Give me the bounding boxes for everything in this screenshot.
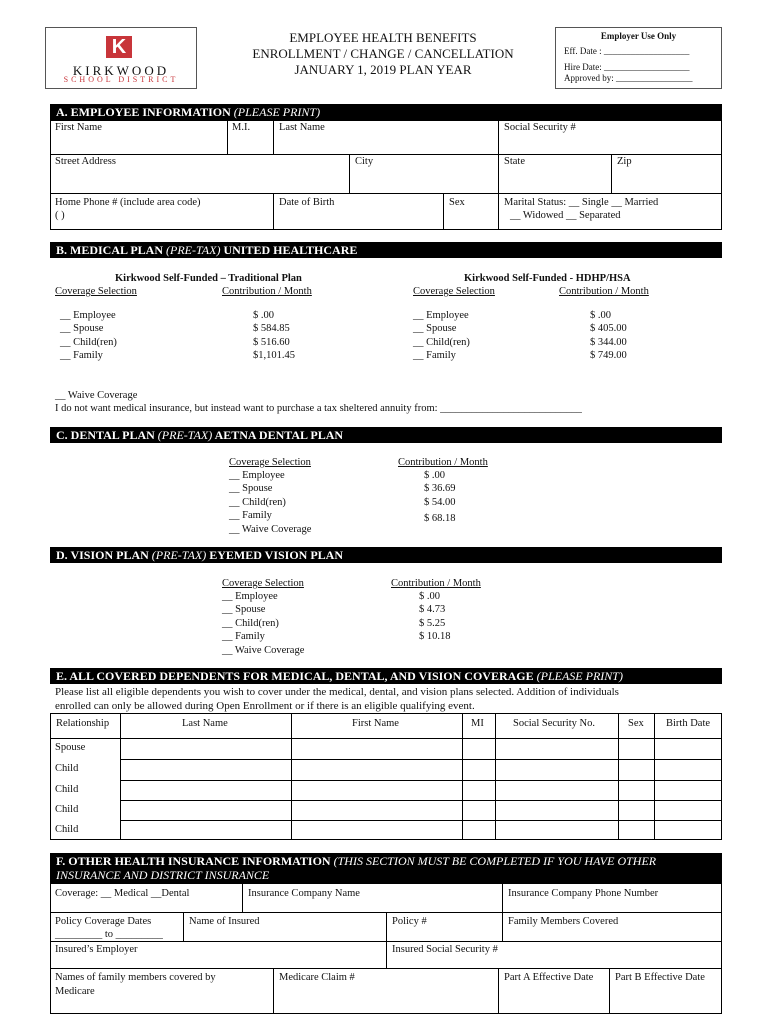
section-c-header xyxy=(50,427,722,443)
zip-field[interactable]: Zip xyxy=(617,156,632,167)
employee-info-grid xyxy=(50,120,722,230)
insurance-phone-field[interactable]: Insurance Company Phone Number xyxy=(508,888,659,899)
dental-amount-employee: $ .00 xyxy=(424,470,445,481)
plan1-option-employee[interactable]: __ Employee xyxy=(60,310,116,321)
section-f-note2: INSURANCE AND DISTRICT INSURANCE xyxy=(56,868,270,882)
section-a-header xyxy=(50,104,722,120)
policy-number-field[interactable]: Policy # xyxy=(392,916,427,927)
title-line-3: JANUARY 1, 2019 PLAN YEAR xyxy=(294,62,472,77)
sex-field[interactable]: Sex xyxy=(449,197,465,208)
street-field[interactable]: Street Address xyxy=(55,156,116,167)
coverage-type-field[interactable]: Coverage: __ Medical __Dental xyxy=(55,888,190,899)
plan1-coverage-list xyxy=(60,309,117,363)
section-d-header xyxy=(50,547,722,563)
marital-status-line2[interactable]: __ Widowed __ Separated xyxy=(510,210,621,221)
dental-option-employee[interactable]: __ Employee xyxy=(229,470,285,481)
approved-by-field[interactable]: Approved by: _________________ xyxy=(564,73,693,83)
vision-amount-family: $ 10.18 xyxy=(419,631,451,643)
section-b-header xyxy=(50,242,722,258)
title-line-1: EMPLOYEE HEALTH BENEFITS xyxy=(289,30,477,45)
section-b-title: B. MEDICAL PLAN xyxy=(56,243,164,257)
vision-option-waive[interactable]: __ Waive Coverage xyxy=(222,644,305,656)
section-a-title: A. EMPLOYEE INFORMATION xyxy=(56,105,231,119)
vision-coverage-header: Coverage Selection xyxy=(222,578,304,589)
ssn-field[interactable]: Social Security # xyxy=(504,122,576,133)
dob-field[interactable]: Date of Birth xyxy=(279,197,335,208)
family-covered-field[interactable]: Family Members Covered xyxy=(508,916,619,927)
section-f-note1: (THIS SECTION MUST BE COMPLETED IF YOU HAVE OTHER xyxy=(333,854,657,868)
plan1-coverage-header: Coverage Selection xyxy=(55,286,137,297)
plan1-amount-employee: $ .00 xyxy=(253,310,274,321)
plan2-coverage-list xyxy=(413,309,470,363)
section-d-note: (PRE-TAX) xyxy=(151,548,207,562)
hire-date-field[interactable]: Hire Date: ___________________ xyxy=(564,62,690,72)
dependent-row-child: Child xyxy=(55,824,79,835)
mi-field[interactable]: M.I. xyxy=(232,122,251,133)
medicare-claim-field[interactable]: Medicare Claim # xyxy=(279,972,355,983)
plan1-amount-family: $1,101.45 xyxy=(253,350,295,362)
section-b-title2: UNITED HEALTHCARE xyxy=(223,243,358,257)
plan2-amount-spouse: $ 405.00 xyxy=(590,323,627,335)
section-f-header xyxy=(50,853,722,883)
annuity-statement[interactable]: I do not want medical insurance, but instead want to purchase a tax sheltered annuity from: ___________________________ xyxy=(55,403,582,414)
dental-amount-spouse: $ 36.69 xyxy=(424,483,456,495)
section-e-note: (PLEASE PRINT) xyxy=(536,669,623,683)
insured-employer-field[interactable]: Insured’s Employer xyxy=(55,944,138,955)
plan2-option-children[interactable]: __ Child(ren) xyxy=(413,336,470,348)
marital-status-line1[interactable]: Marital Status: __ Single __ Married xyxy=(504,197,659,208)
section-e-title: E. ALL COVERED DEPENDENTS FOR MEDICAL, DENTAL, AND VISION COVERAGE xyxy=(56,669,534,683)
col-last-name: Last Name xyxy=(182,718,228,729)
home-phone-field[interactable]: Home Phone # (include area code) xyxy=(55,197,201,208)
dental-option-children[interactable]: __ Child(ren) xyxy=(229,496,286,508)
part-b-date-field[interactable]: Part B Effective Date xyxy=(615,972,705,983)
medicare-names-line1[interactable]: Names of family members covered by xyxy=(55,972,216,983)
phone-area-code: ( ) xyxy=(55,210,65,221)
vision-option-spouse[interactable]: __ Spouse xyxy=(222,604,266,616)
plan2-contribution-header: Contribution / Month xyxy=(559,286,649,297)
insured-ssn-field[interactable]: Insured Social Security # xyxy=(392,944,498,955)
plan2-amount-employee: $ .00 xyxy=(590,310,611,321)
dependent-row-child: Child xyxy=(55,784,79,795)
section-c-title2: AETNA DENTAL PLAN xyxy=(214,428,344,442)
plan2-name: Kirkwood Self-Funded - HDHP/HSA xyxy=(464,273,631,284)
logo-mark: K xyxy=(106,36,132,58)
dependents-intro-line1: Please list all eligible dependents you wish to cover under the medical, dental, and vision plans selected. Addition of individuals xyxy=(55,686,619,698)
state-field[interactable]: State xyxy=(504,156,525,167)
vision-amount-employee: $ .00 xyxy=(419,591,440,602)
logo-subtitle: SCHOOL DISTRICT xyxy=(63,75,179,84)
col-sex: Sex xyxy=(628,718,644,729)
section-a-note: (PLEASE PRINT) xyxy=(233,105,321,119)
section-e-header xyxy=(50,668,722,684)
section-c-title: C. DENTAL PLAN xyxy=(56,428,155,442)
dependent-row-spouse: Spouse xyxy=(55,742,86,753)
plan2-amount-children: $ 344.00 xyxy=(590,336,627,348)
plan1-contribution-header: Contribution / Month xyxy=(222,286,312,297)
section-f-title: F. OTHER HEALTH INSURANCE INFORMATION xyxy=(56,854,331,868)
plan2-option-family[interactable]: __ Family xyxy=(413,350,456,362)
plan1-option-children[interactable]: __ Child(ren) xyxy=(60,336,117,348)
dental-amount-children: $ 54.00 xyxy=(424,496,456,508)
col-mi: MI xyxy=(471,718,484,729)
section-b-note: (PRE-TAX) xyxy=(166,243,221,257)
employer-use-box xyxy=(555,27,722,89)
col-first-name: First Name xyxy=(352,718,399,729)
section-c-note: (PRE-TAX) xyxy=(157,428,213,442)
col-birth-date: Birth Date xyxy=(666,718,711,729)
dental-option-waive[interactable]: __ Waive Coverage xyxy=(229,523,312,535)
plan1-amount-spouse: $ 584.85 xyxy=(253,323,290,335)
col-relationship: Relationship xyxy=(56,718,110,729)
vision-amount-children: $ 5.25 xyxy=(419,617,446,629)
dental-amounts xyxy=(424,469,456,526)
plan1-option-spouse[interactable]: __ Spouse xyxy=(60,323,104,335)
col-ssn: Social Security No. xyxy=(513,718,595,729)
first-name-field[interactable]: First Name xyxy=(55,122,102,133)
dependents-intro-line2: enrolled can only be allowed during Open Enrollment or if there is an eligible qualifying event. xyxy=(55,700,475,712)
plan2-option-employee[interactable]: __ Employee xyxy=(413,310,469,321)
eff-date-field[interactable]: Eff. Date : ___________________ xyxy=(564,46,690,56)
logo-name: KIRKWOOD xyxy=(72,63,170,78)
form-title xyxy=(230,30,536,78)
vision-contribution-header: Contribution / Month xyxy=(391,578,481,589)
plan1-amount-children: $ 516.60 xyxy=(253,336,290,348)
vision-option-family[interactable]: __ Family xyxy=(222,631,265,643)
dental-amount-family: $ 68.18 xyxy=(424,513,456,525)
medicare-names-line2: Medicare xyxy=(55,986,95,997)
section-d-title: D. VISION PLAN xyxy=(56,548,149,562)
dental-coverage-list xyxy=(229,469,311,536)
district-logo xyxy=(45,27,197,89)
name-insured-field[interactable]: Name of Insured xyxy=(189,916,260,927)
policy-dates-line[interactable]: _________ to _________ xyxy=(55,929,163,940)
plan2-amount-family: $ 749.00 xyxy=(590,350,627,362)
title-line-2: ENROLLMENT / CHANGE / CANCELLATION xyxy=(252,46,514,61)
plan2-amounts xyxy=(590,309,627,363)
city-field[interactable]: City xyxy=(355,156,374,167)
vision-amounts xyxy=(419,590,451,644)
plan2-coverage-header: Coverage Selection xyxy=(413,286,495,297)
dental-contribution-header: Contribution / Month xyxy=(398,457,488,468)
vision-option-employee[interactable]: __ Employee xyxy=(222,591,278,602)
plan1-option-family[interactable]: __ Family xyxy=(60,350,103,362)
dependent-row-child: Child xyxy=(55,804,79,815)
plan1-amounts xyxy=(253,309,295,363)
vision-coverage-list xyxy=(222,590,304,657)
last-name-field[interactable]: Last Name xyxy=(279,122,325,133)
vision-amount-spouse: $ 4.73 xyxy=(419,604,446,616)
dental-coverage-header: Coverage Selection xyxy=(229,457,311,468)
plan2-option-spouse[interactable]: __ Spouse xyxy=(413,323,457,335)
dental-option-spouse[interactable]: __ Spouse xyxy=(229,483,273,495)
dependent-row-child: Child xyxy=(55,763,79,774)
section-d-title2: EYEMED VISION PLAN xyxy=(209,548,344,562)
vision-option-children[interactable]: __ Child(ren) xyxy=(222,617,279,629)
medical-waive-option[interactable]: __ Waive Coverage xyxy=(55,390,138,401)
policy-dates-field[interactable]: Policy Coverage Dates xyxy=(55,916,152,927)
dental-option-family[interactable]: __ Family xyxy=(229,510,272,522)
employer-box-title: Employer Use Only xyxy=(600,31,677,41)
part-a-date-field[interactable]: Part A Effective Date xyxy=(504,972,594,983)
insurance-company-field[interactable]: Insurance Company Name xyxy=(248,888,360,899)
plan1-name: Kirkwood Self-Funded – Traditional Plan xyxy=(115,273,302,284)
